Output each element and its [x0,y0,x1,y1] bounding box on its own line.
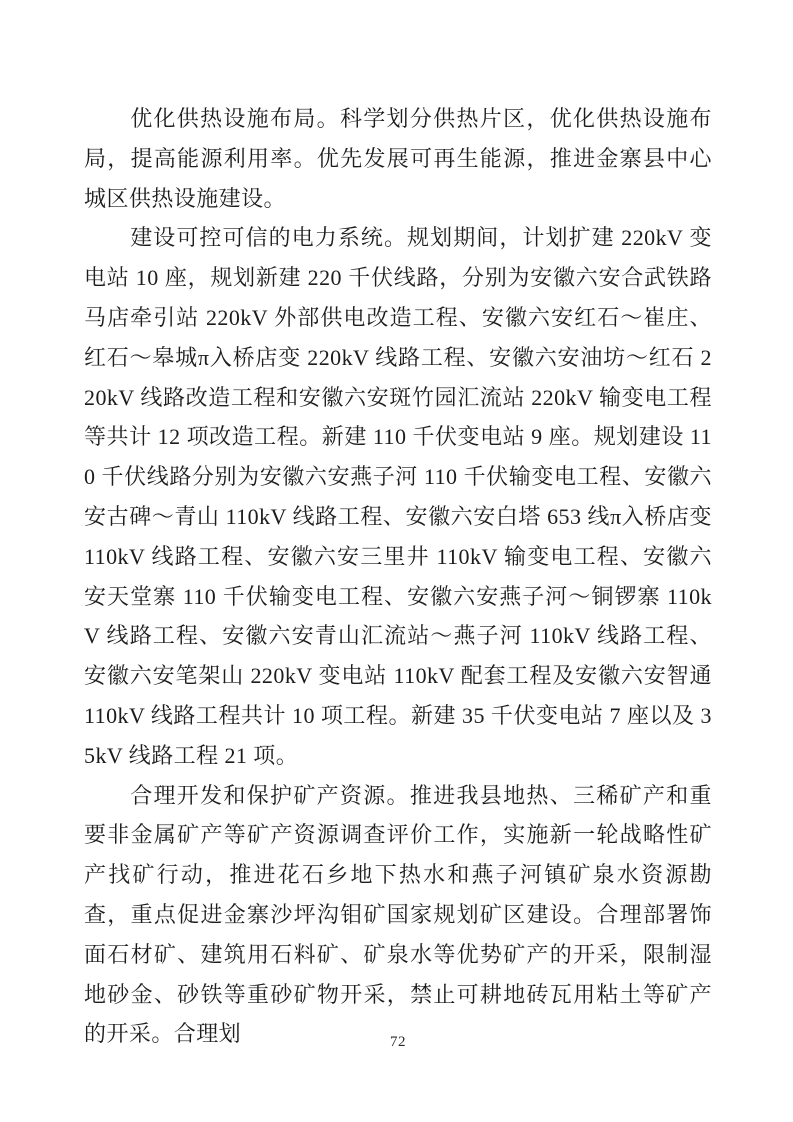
paragraph-heating-facilities: 优化供热设施布局。科学划分供热片区，优化供热设施布局，提高能源利用率。优先发展可再生能源，推进金寨县中心城区供热设施建设。 [84,106,712,211]
text-block [84,99,712,1054]
paragraph-power-grid-plan: 建设可控可信的电力系统。规划期间，计划扩建 220kV 变电站 10 座，规划新建 220 千伏线路，分别为安徽六安合武铁路马店牵引站 220kV 外部供电改造工程、安徽六安红石～崔庄、红石～皋城π入桥店变 220kV 线路工程、安徽六安油坊～红石 220kV 线路改造工程和安徽六安斑竹园汇流站 220kV 输变电工程等共计 12 项改造工程。新建 110 千伏变电站 9 座。规划建设 110 千伏线路分别为安徽六安燕子河 110 千伏输变电工程、安徽六安古碑～青山 110kV 线路工程、安徽六安白塔 653 线π入桥店变 110kV 线路工程、安徽六安三里井 110kV 输变电工程、安徽六安天堂寨 110 千伏输变电工程、安徽六安燕子河～铜锣寨 110kV 线路工程、安徽六安青山汇流站～燕子河 110kV 线路工程、安徽六安笔架山 220kV 变电站 110kV 配套工程及安徽六安智通 110kV 线路工程共计 10 项工程。新建 35 千伏变电站 7 座以及 35kV 线路工程 21 项。 [84,225,712,768]
paragraph-mineral-resources: 合理开发和保护矿产资源。推进我县地热、三稀矿产和重要非金属矿产等矿产资源调查评价工作，实施新一轮战略性矿产找矿行动，推进花石乡地下热水和燕子河镇矿泉水资源勘查，重点促进金寨沙坪沟钼矿国家规划矿区建设。合理部署饰面石材矿、建筑用石料矿、矿泉水等优势矿产的开采，限制湿地砂金、砂铁等重砂矿物开采，禁止可耕地砖瓦用粘土等矿产的开采。合理划 [84,782,712,1047]
page-number: 72 [390,1034,406,1050]
page-footer [84,1033,712,1051]
